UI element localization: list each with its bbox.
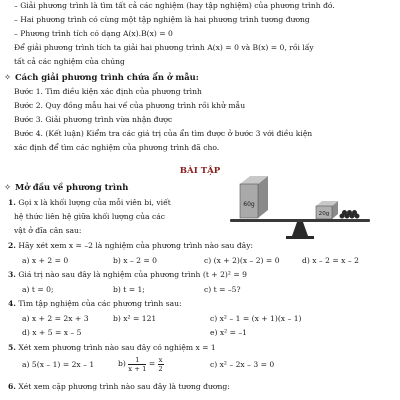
step-line: Bước 3. Giải phương trình vừa nhận được [14,115,173,124]
text-line: – Phương trình tích có dạng A(x).B(x) = 0 [14,29,173,38]
fraction-right: $\frac{x}{2}$ [158,355,163,373]
problem-text: Gọi x là khối lượng của mỗi viên bi, viết [18,198,171,207]
text-line: Để giải phương trình tích ta giải hai phương trình A(x) = 0 và B(x) = 0, rồi lấy [14,43,314,52]
text-line: – Hai phương trình có cùng một tập nghiệm là hai phương trình tương đương [14,15,310,24]
section-heading-intro [4,181,128,194]
option-a: a) x + 2 = 2x + 3 [22,314,89,323]
option-b: b) x² = 121 [113,314,157,323]
balance-scale-figure [222,166,392,242]
option-e: e) x² = –1 [210,328,248,337]
option-d: d) x – 2 = x – 2 [302,256,359,265]
diamond-bullet-icon: ✧ [4,182,12,192]
problem-1-line: vật ở đĩa cân sau: [14,226,82,235]
step-line: Bước 2. Quy đồng mẫu hai vế của phương trình rồi khử mẫu [14,101,246,110]
problem-1-line [8,197,200,209]
option-d: d) x + 5 = x – 5 [22,328,82,337]
problem-number: 2. [8,241,16,250]
heading-text: Cách giải phương trình chứa ẩn ở mẫu: [15,72,199,82]
right-weight-label: 20g [318,211,330,217]
problem-6-line [8,381,394,393]
option-label: b) [118,359,126,368]
option-c: c) x² – 1 = (x + 1)(x – 1) [210,314,302,323]
option-b: b) t = 1; [113,285,145,294]
text-line: – Giải phương trình là tìm tất cả các nghiệm (hay tập nghiệm) của phương trình đó. [14,1,335,10]
problem-text: Xét xem phương trình nào sau đây có nghiệm x = 1 [18,343,216,352]
problem-4-line [8,298,394,310]
problem-text: Xét xem cặp phương trình nào sau đây là tương đương: [18,382,230,391]
problem-1-line: hệ thức liên hệ giữa khối lượng của các [14,212,166,221]
text-line: tất cả các nghiệm của chúng [14,57,125,66]
problem-text: Giá trị nào sau đây là nghiệm của phương trình (t + 2)² = 9 [18,270,247,279]
exercises-title: BÀI TẬP [179,166,221,176]
problem-number: 4. [8,299,16,308]
problem-2-line [8,240,394,252]
diamond-bullet-icon: ✧ [4,72,12,82]
option-b: b) x – 2 = 0 [113,256,157,265]
problem-5-line [8,342,394,354]
problem-number: 3. [8,270,16,279]
fraction-left: $\frac{1}{x + 1}$ [128,355,147,373]
option-c: c) t = –5? [204,285,241,294]
option-a: a) x + 2 = 0 [22,256,69,265]
section-heading-method [4,71,199,84]
problem-text: Tìm tập nghiệm của các phương trình sau: [18,299,182,308]
marbles [340,210,360,218]
option-a: a) t = 0; [22,285,54,294]
left-weight-label: 60g [243,201,255,208]
problem-3-line [8,269,394,281]
step-line: Bước 4. (Kết luận) Kiểm tra các giá trị của ẩn tìm được ở bước 3 với điều kiện [14,129,313,138]
option-a: a) 5(x – 1) = 2x – 1 [22,360,95,369]
problem-number: 1. [8,198,16,207]
option-b [118,353,164,375]
step-line: Bước 1. Tìm điều kiện xác định của phương trình [14,87,202,96]
problem-text: Hãy xét xem x = –2 là nghiệm của phương trình nào sau đây: [18,241,254,250]
heading-text: Mở đầu về phương trình [15,182,129,192]
step-line: xác định để tìm các nghiệm của phương trình đã cho. [14,143,220,152]
option-c: c) (x + 2)(x – 2) = 0 [204,256,280,265]
option-c: c) x² – 2x – 3 = 0 [210,360,275,369]
equals-sign: = [148,359,156,368]
problem-number: 6. [8,382,16,391]
left-weight-block [240,176,268,218]
problem-number: 5. [8,343,16,352]
scale-beam [230,219,370,239]
